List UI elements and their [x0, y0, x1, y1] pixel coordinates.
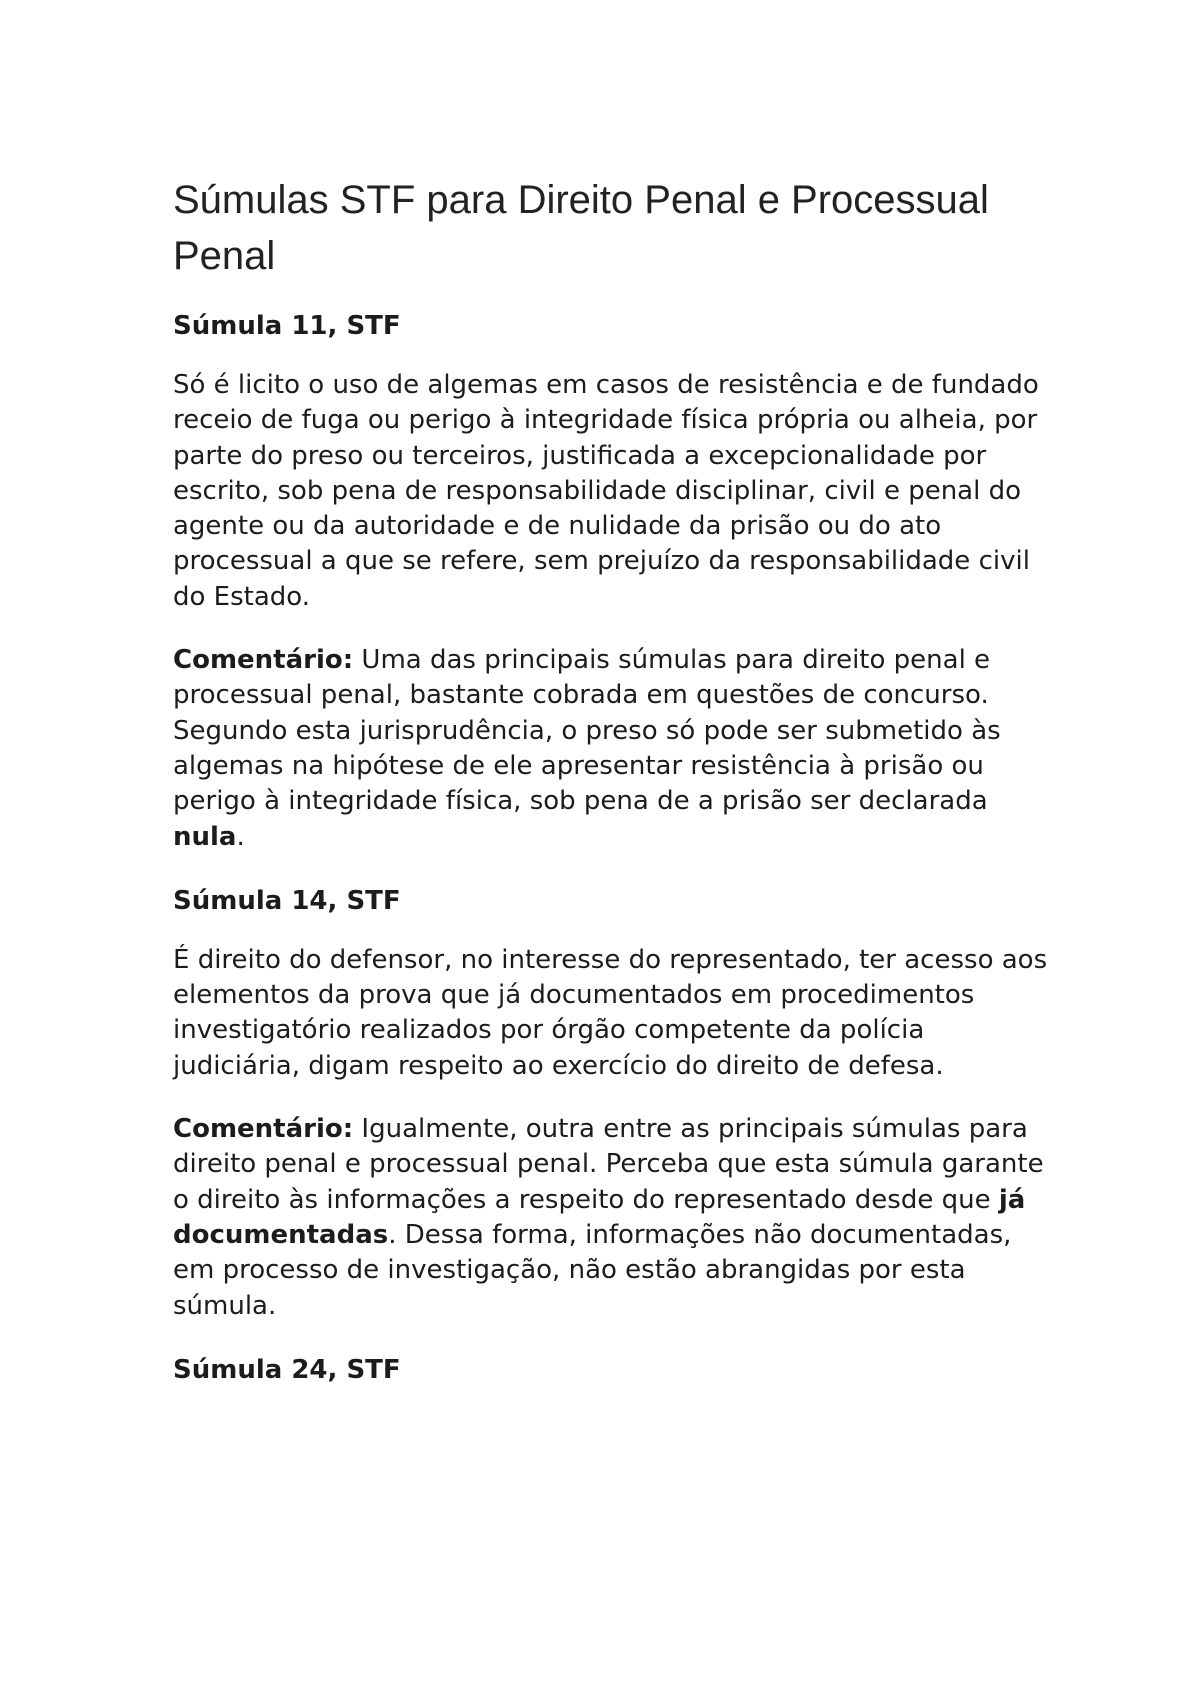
document-page — [173, 172, 1053, 1412]
comment-text: Uma das principais súmulas para direito penal e processual penal, bastante cobrada em questões de concurso. Segundo esta jurisprudência, o preso só pode ser submetido às algemas na hipótese de ele apresentar resistência à prisão ou perigo à integridade física, sob pena de a prisão ser declarada — [173, 645, 1001, 817]
comment-text: Igualmente, outra entre as principais súmulas para direito penal e processual penal. Perceba que esta súmula garante o direito às informações a respeito do representado desde que — [173, 1114, 1044, 1215]
comment-emphasis: já documentadas — [173, 1184, 1026, 1250]
sumula-11-comment — [173, 643, 1053, 855]
comment-emphasis: nula — [173, 821, 237, 852]
comment-label: Comentário: — [173, 1114, 354, 1145]
comment-end: . — [236, 821, 245, 852]
sumula-14-text: É direito do defensor, no interesse do representado, ter acesso aos elementos da prova que já documentados em procedimentos investigatório realizados por órgão competente da polícia judiciária, digam respeito ao exercício do direito de defesa. — [173, 944, 1048, 1081]
comment-label: Comentário: — [173, 645, 354, 676]
document-title: Súmulas STF para Direito Penal e Processual Penal — [173, 178, 989, 278]
sumula-11-text: Só é licito o uso de algemas em casos de resistência e de fundado receio de fuga ou perigo à integridade física própria ou alheia, por parte do preso ou terceiros, justificada a excepcionalidade por escrito, sob pena de responsabilidade disciplinar, civil e penal do agente ou da autoridade e de nulidade da prisão ou do ato processual a que se refere, sem prejuízo da responsabilidade civil do Estado. — [173, 370, 1039, 612]
sumula-14-comment — [173, 1112, 1053, 1324]
comment-end: . Dessa forma, informações não documentadas, em processo de investigação, não estão abrangidas por esta súmula. — [173, 1219, 1012, 1321]
sumula-14-heading: Súmula 14, STF — [173, 885, 401, 916]
sumula-11-heading: Súmula 11, STF — [173, 311, 401, 341]
sumula-24-heading: Súmula 24, STF — [173, 1354, 401, 1385]
